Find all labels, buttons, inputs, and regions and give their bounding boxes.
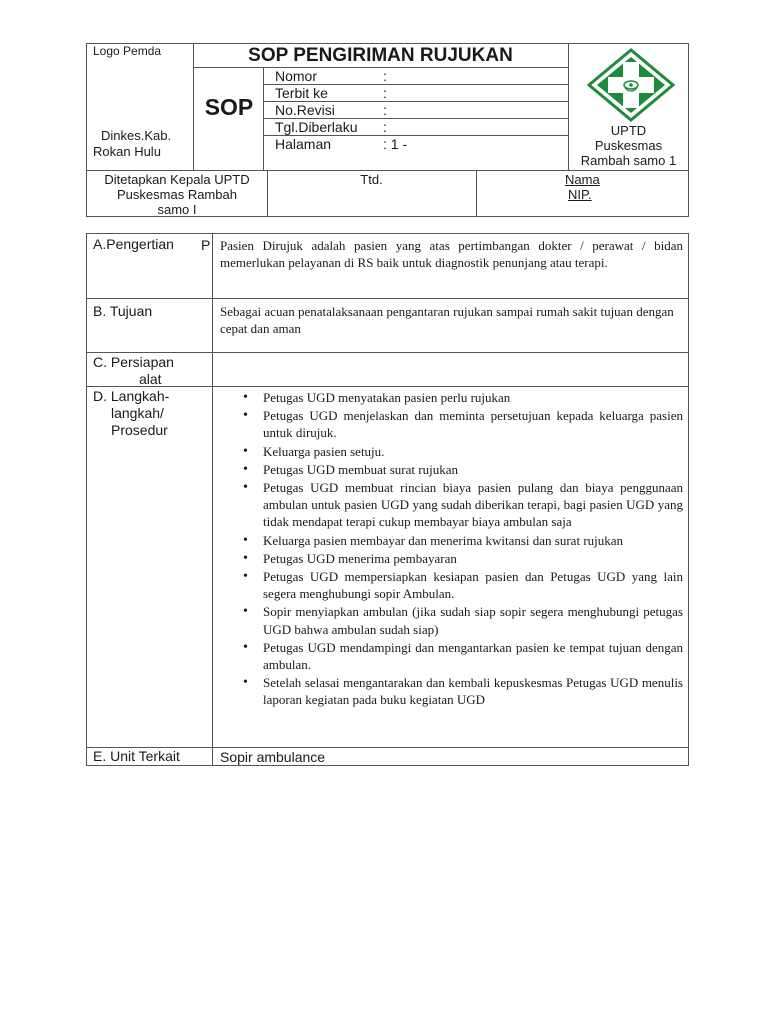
field-revisi-value: :	[383, 102, 387, 118]
list-item: • Setelah selasai mengantarakan dan kembali kepuskesmas Petugas UGD menulis laporan kegiatan pada buku kegiatan UGD	[239, 674, 683, 708]
ttd-label: Ttd.	[360, 172, 383, 187]
sop-label: SOP	[204, 94, 254, 120]
list-item: • Petugas UGD membuat rincian biaya pasien pulang dan biaya penggunaan ambulan untuk pasien UGD yang sudah diberikan terapi, bagi pasien UGD yang tidak mendapat terapi cukup membayar biaya ambulan saja	[239, 479, 683, 531]
list-item: • Petugas UGD membuat surat rujukan	[239, 461, 683, 478]
section-d-label-line1: D. Langkah-	[93, 388, 170, 404]
list-item: • Keluarga pasien setuju.	[239, 443, 683, 460]
field-nomor-value: :	[383, 68, 387, 84]
page-title: SOP PENGIRIMAN RUJUKAN	[248, 45, 513, 66]
list-item: • Petugas UGD menjelaskan dan meminta persetujuan kepada keluarga pasien untuk dirujuk.	[239, 407, 683, 441]
field-tgl-value: :	[383, 119, 387, 135]
list-item: • Petugas UGD mendampingi dan mengantarkan pasien ke tempat tujuan dengan ambulan.	[239, 639, 683, 673]
logo-pemda-label: Logo Pemda	[93, 44, 162, 58]
ditetapkan-line2: Puskesmas Rambah	[117, 187, 237, 202]
sop-content-table	[86, 233, 689, 766]
section-d-label-line3: Prosedur	[111, 422, 168, 438]
puskesmas-logo-icon	[587, 48, 675, 122]
field-terbit-label: Terbit ke	[275, 85, 328, 101]
procedure-steps	[239, 389, 683, 710]
puskesmas-label: Puskesmas	[594, 138, 663, 153]
section-d-label-line2: langkah/	[111, 405, 164, 421]
section-c-label-line2: alat	[139, 371, 162, 387]
ditetapkan-line3: samo I	[157, 202, 197, 217]
field-halaman-value: : 1 -	[383, 136, 408, 152]
section-b-text: Sebagai acuan penatalaksanaan pengantaran rujukan sampai rumah sakit tujuan dengan cepat dan aman	[220, 304, 674, 336]
section-c-label-line1: C. Persiapan	[93, 354, 174, 370]
field-halaman-label: Halaman	[275, 136, 332, 152]
section-b-label: B. Tujuan	[93, 303, 153, 319]
section-e-text: Sopir ambulance	[220, 749, 326, 765]
uptd-label: UPTD	[610, 123, 647, 138]
rambah-samo-label: Rambah samo 1	[580, 153, 677, 168]
list-item: • Petugas UGD menyatakan pasien perlu rujukan	[239, 389, 683, 406]
list-item: • Petugas UGD menerima pembayaran	[239, 550, 683, 567]
field-nomor-label: Nomor	[275, 68, 318, 84]
ditetapkan-line1: Ditetapkan Kepala UPTD	[104, 172, 250, 187]
nama-label: Nama	[565, 172, 600, 187]
section-a-label: A.Pengertian	[93, 236, 174, 252]
field-tgl-label: Tgl.Diberlaku	[275, 119, 358, 135]
field-revisi-label: No.Revisi	[275, 102, 335, 118]
section-e-label: E. Unit Terkait	[93, 748, 180, 764]
list-item: • Petugas UGD mempersiapkan kesiapan pasien dan Petugas UGD yang lain segera menghubungi sopir Ambulan.	[239, 568, 683, 602]
rokan-hulu-label: Rokan Hulu	[93, 144, 161, 159]
section-a-stray-char: P	[201, 237, 211, 253]
list-item: • Keluarga pasien membayar dan menerima kwitansi dan surat rujukan	[239, 532, 683, 549]
section-a-text: Pasien Dirujuk adalah pasien yang atas pertimbangan dokter / perawat / bidan memerlukan pelayanan di RS baik untuk diagnostik penunjang atau terapi.	[220, 238, 683, 270]
field-terbit-value: :	[383, 85, 387, 101]
list-item: • Sopir menyiapkan ambulan (jika sudah siap sopir segera menghubungi petugas UGD bahwa ambulan sudah siap)	[239, 603, 683, 637]
nip-label: NIP.	[568, 187, 592, 202]
dinkes-label: Dinkes.Kab.	[101, 128, 172, 143]
sop-header-table	[86, 43, 689, 217]
